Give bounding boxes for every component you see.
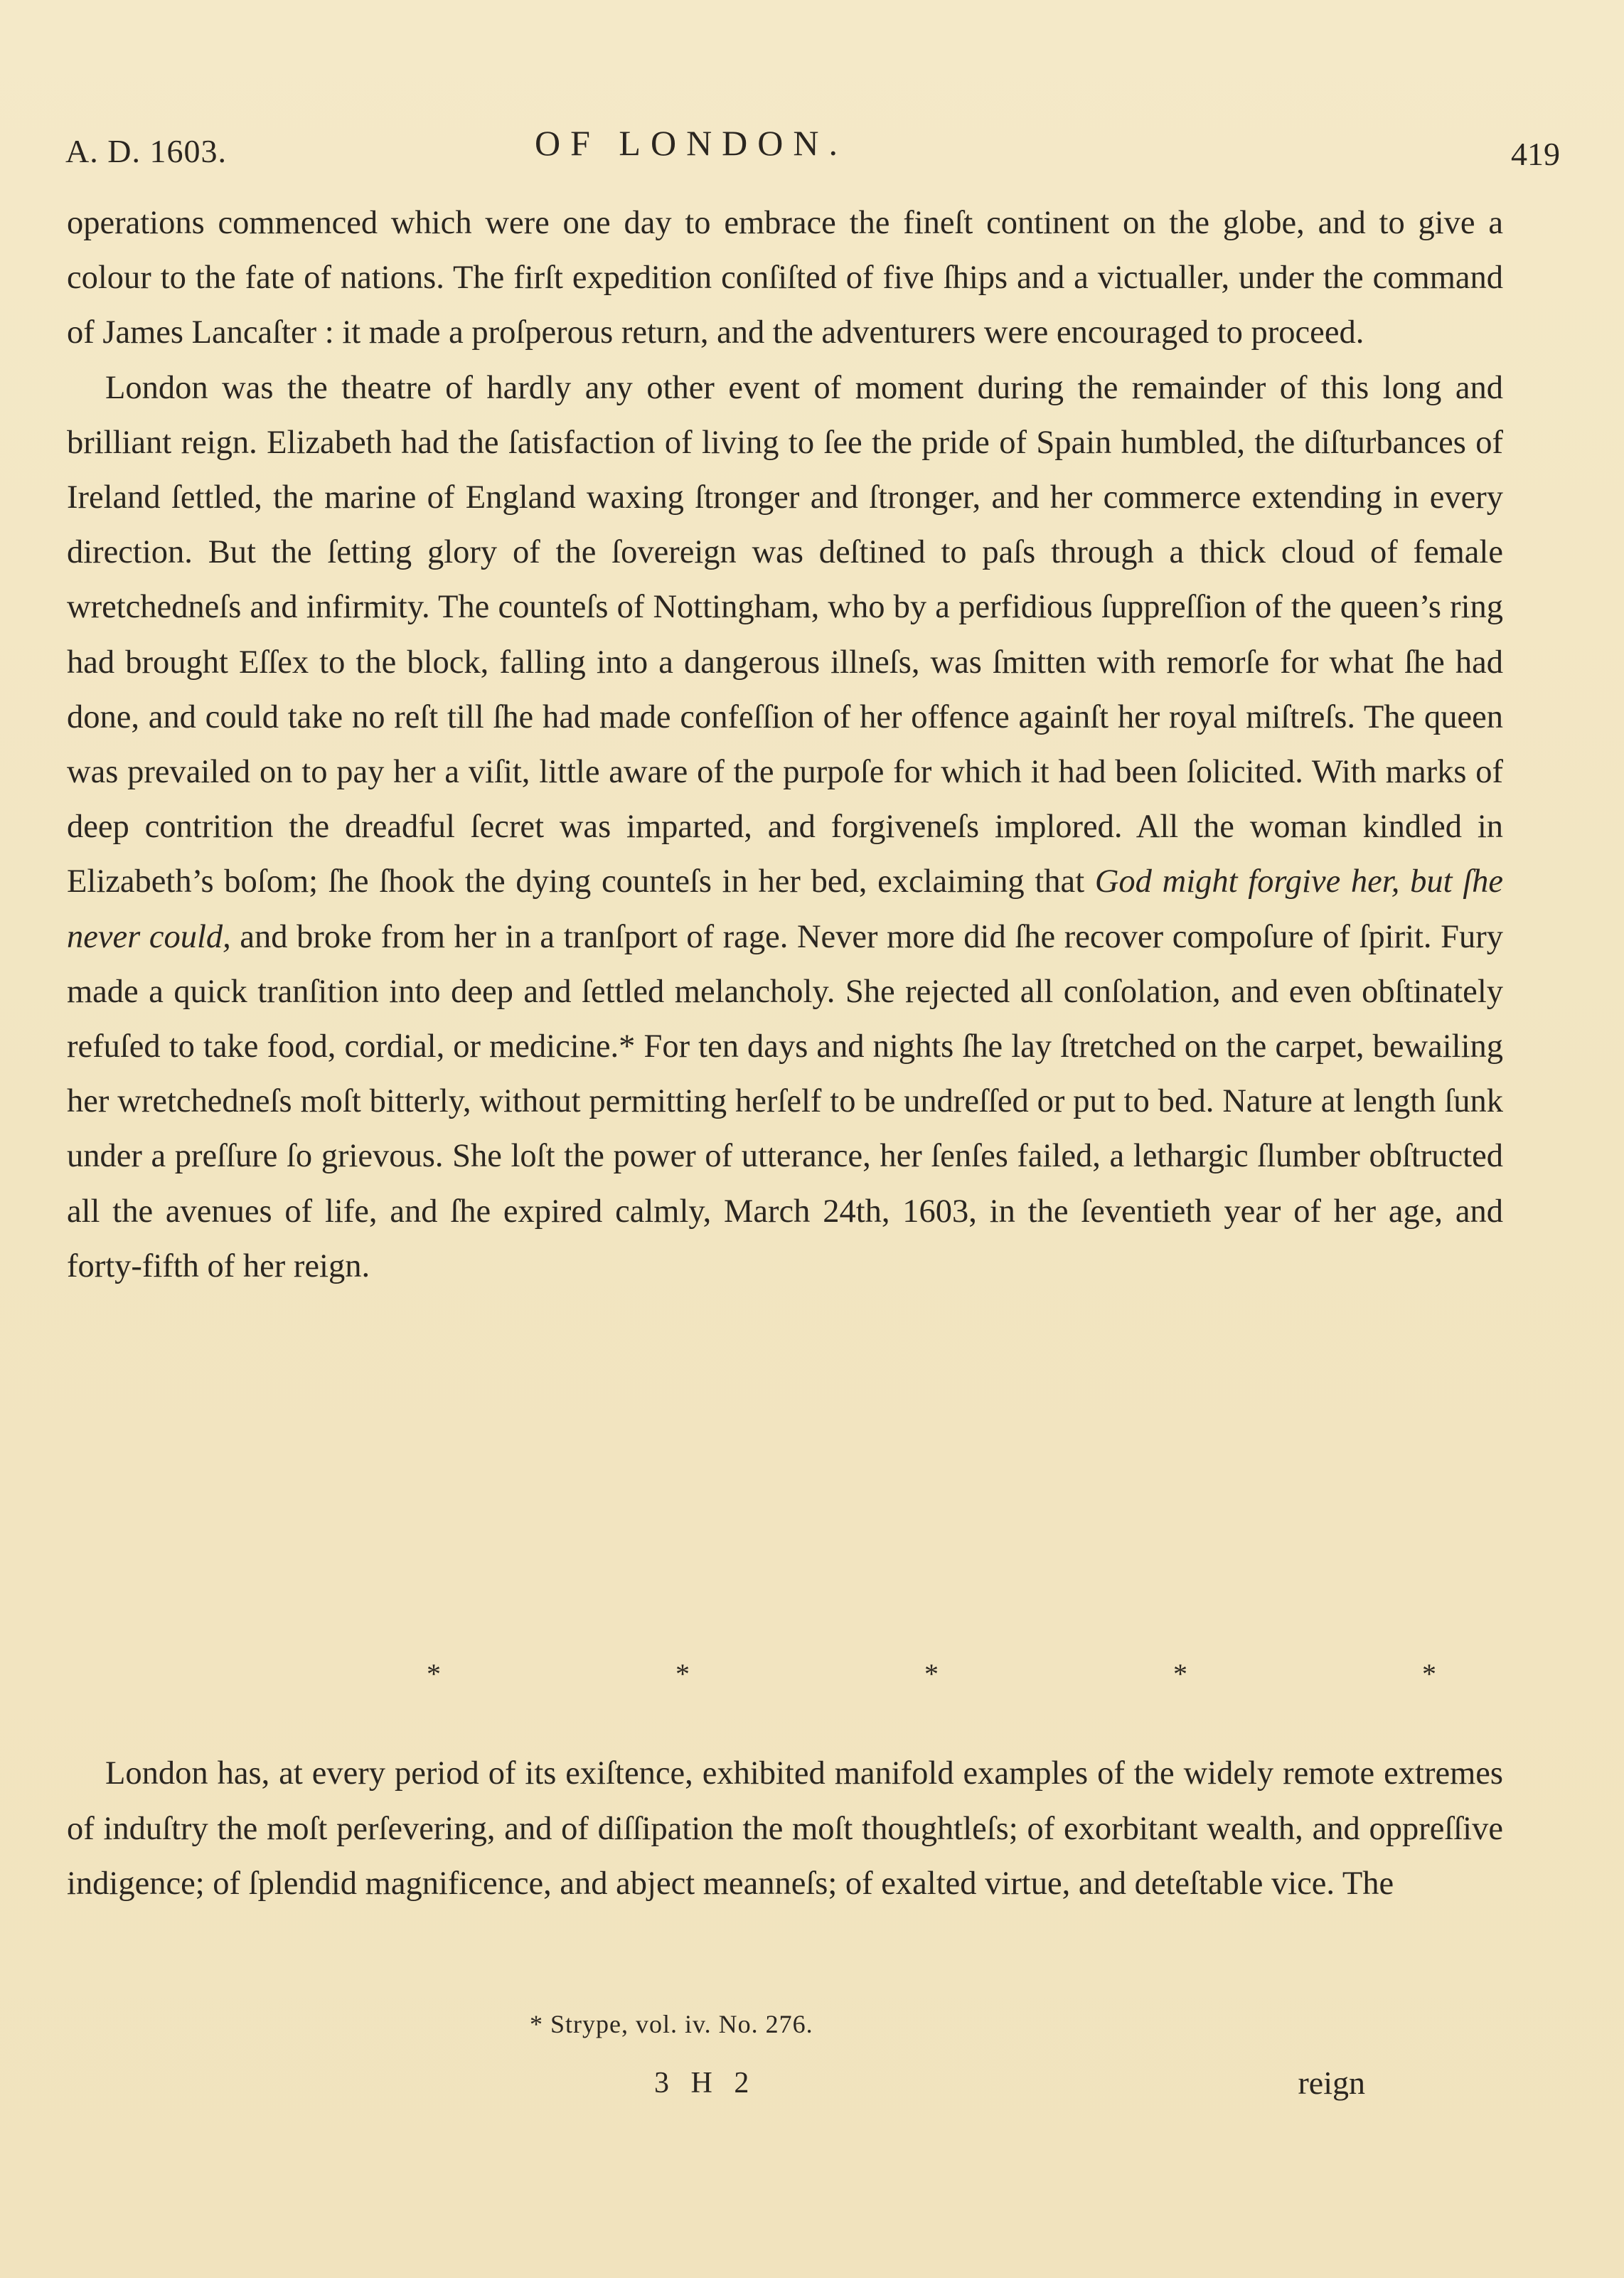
signature-mark: 3 H 2 <box>654 2067 757 2099</box>
closing-text <box>67 1746 1503 1912</box>
running-date: A. D. 1603. <box>65 133 227 169</box>
paragraph-1: operations commenced which were one day to embrace the fineſt continent on the globe, and to give a colour to the fate of nations. The firſt expedition conſiſted of five ſhips and a victualler, under the command of James Lancaſter : it made a proſperous return, and the adventurers were encouraged to proceed. <box>67 205 1503 351</box>
quoted-exclamation: God might forgive her, but ſhe never could, <box>67 863 1504 955</box>
page-number: 419 <box>1511 136 1560 172</box>
paragraph-2 <box>67 361 1503 1294</box>
main-text <box>67 196 1503 1294</box>
paragraph-2-before: London was the theatre of hardly any other event of moment during the remainder of this long and brilliant reign. Elizabeth had the ſatisfaction of living to ſee the pride of Spain humbled, the diſturbances of Ireland ſettled, the marine of England waxing ſtronger and ſtronger, and her commerce extending in every direction. But the ſetting glory of the ſovereign was deſtined to paſs through a thick cloud of female wretchedneſs and infirmity. The counteſs of Nottingham, who by a perfidious ſuppreſſion of the queen’s ring had brought Eſſex to the block, falling into a dangerous illneſs, was ſmitten with remorſe for what ſhe had done, and could take no reſt till ſhe had made confeſſion of her offence againſt her royal miſtreſs. The queen was prevailed on to pay her a viſit, little aware of the purpoſe for which it had been ſolicited. With marks of deep contrition the dreadful ſecret was imparted, and forgiveneſs implored. All the woman kindled in Elizabeth’s boſom; ſhe ſhook the dying counteſs in her bed, exclaiming that <box>67 369 1503 900</box>
running-title: OF LONDON. <box>535 123 848 163</box>
paragraph-3: London has, at every period of its exiſtence, exhibited manifold examples of the widely remote extremes of induſtry the moſt perſevering, and of diſſipation the moſt thoughtleſs; of exorbitant wealth, and oppreſſive indigence; of ſplendid magnificence, and abject meanneſs; of exalted virtue, and deteſtable vice. The <box>67 1755 1503 1902</box>
catchword: reign <box>1298 2065 1365 2101</box>
section-separator: * * * * * <box>427 1658 1550 1690</box>
paragraph-2-after: and broke from her in a tranſport of rage. Never more did ſhe recover compoſure of ſpirit. Fury made a quick tranſition into deep and ſettled melancholy. She rejected all conſolation, and even obſtinately refuſed to take food, cordial, or medicine.* For ten days and nights ſhe lay ſtretched on the carpet, bewailing her wretchedneſs moſt bitterly, without permitting herſelf to be undreſſed or put to bed. Nature at length ſunk under a preſſure ſo grievous. She loſt the power of utterance, her ſenſes failed, a lethargic ſlumber obſtructed all the avenues of life, and ſhe expired calmly, March 24th, 1603, in the ſeventieth year of her age, and forty-fifth of her reign. <box>67 918 1504 1284</box>
running-header <box>65 119 1560 172</box>
footnote: * Strype, vol. iv. No. 276. <box>530 2010 813 2038</box>
